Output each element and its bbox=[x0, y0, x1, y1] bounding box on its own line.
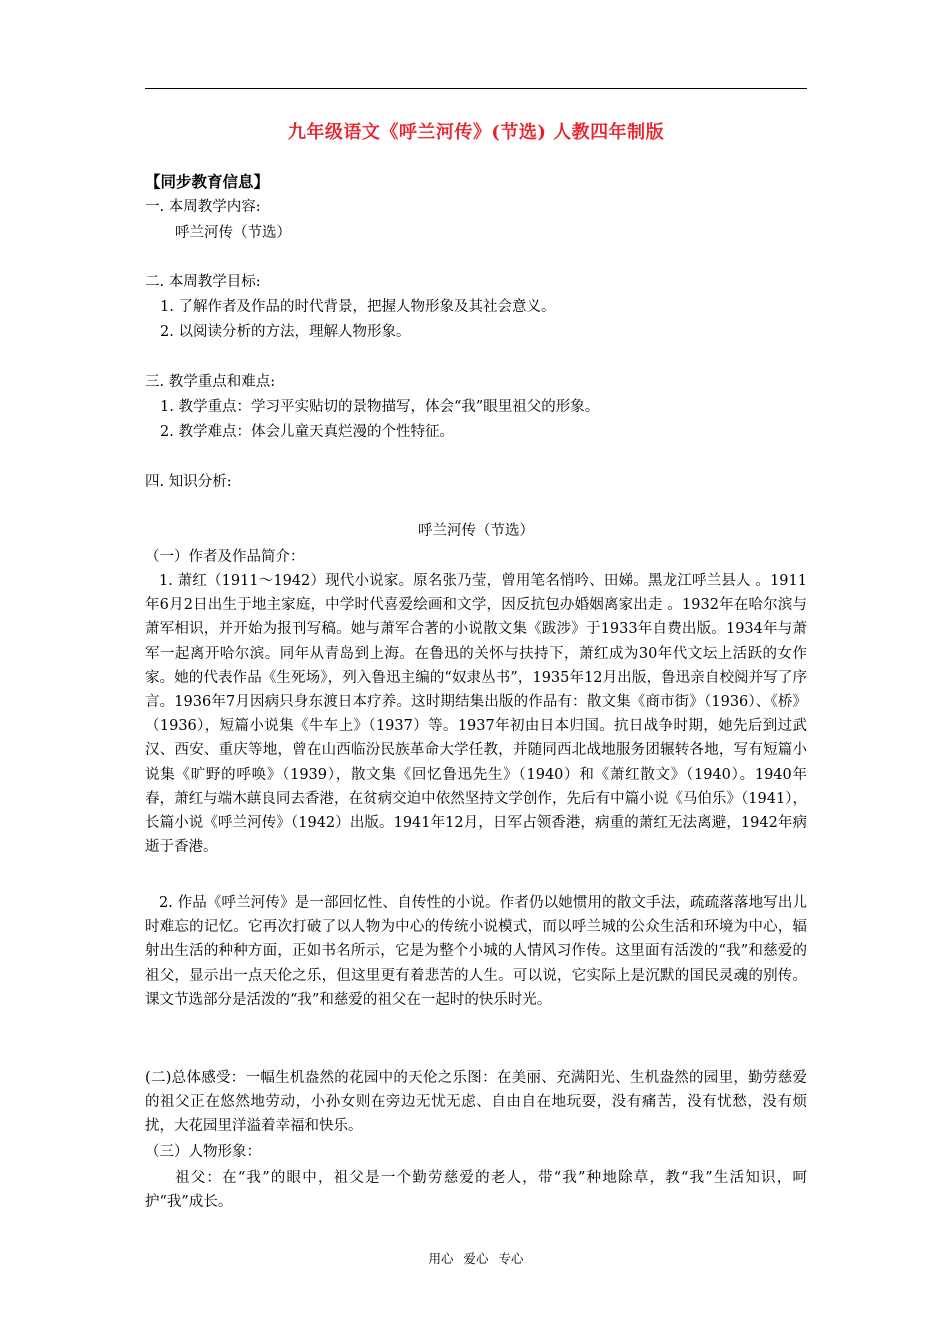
grandpa-paragraph bbox=[145, 1166, 807, 1214]
author-paragraph bbox=[145, 569, 807, 859]
work-text: 2. 作品《呼兰河传》是一部回忆性、自传性的小说。作者仍以她惯用的散文手法，疏疏落落地写出儿时难忘的记忆。它再次打破了以人物为中心的传统小说模式，而以呼兰城的公众生活和环境为中心，辐射出生活的种种方面，正如书名所示，它是为整个小城的人情风习作传。这里面有活泼的“我”和慈爱的祖父，显示出一点天伦之乐，但这里更有着悲苦的人生。可以说，它实际上是沉默的国民灵魂的别传。课文节选部分是活泼的“我”和慈爱的祖父在一起时的快乐时光。 bbox=[145, 895, 807, 1008]
subsection-1-heading: （一）作者及作品简介： bbox=[145, 549, 305, 565]
overall-text: (二)总体感受：一幅生机盎然的花园中的天伦之乐图：在美丽、充满阳光、生机盎然的园里，勤劳慈爱的祖父正在悠然地劳动，小孙女则在旁边无忧无虑、自由自在地玩耍，没有痛苦，没有忧愁，没有烦扰，大花园里洋溢着幸福和快乐。 bbox=[145, 1070, 807, 1135]
section-3-item-1: 1. 教学重点：学习平实贴切的景物描写，体会“我”眼里祖父的形象。 bbox=[160, 399, 600, 415]
section-2-item-1: 1. 了解作者及作品的时代背景，把握人物形象及其社会意义。 bbox=[160, 299, 556, 315]
section-2-heading: 二. 本周教学目标: bbox=[145, 274, 261, 290]
section-4-subtitle: 呼兰河传（节选） bbox=[418, 523, 534, 539]
section-1-heading: 一. 本周教学内容: bbox=[145, 199, 261, 215]
grandpa-text: 祖父：在“我”的眼中，祖父是一个勤劳慈爱的老人，带“我”种地除草，教“我”生活知识，呵护“我”成长。 bbox=[145, 1170, 807, 1211]
section-2-item-2: 2. 以阅读分析的方法，理解人物形象。 bbox=[160, 324, 411, 340]
section-header: 【同步教育信息】 bbox=[145, 172, 270, 191]
document-title: 九年级语文《呼兰河传》(节选) 人教四年制版 bbox=[287, 122, 665, 143]
header-rule bbox=[145, 88, 807, 89]
section-1-item: 呼兰河传（节选） bbox=[175, 225, 291, 241]
overall-paragraph bbox=[145, 1066, 807, 1139]
work-paragraph bbox=[145, 891, 807, 1012]
section-3-item-2: 2. 教学难点：体会儿童天真烂漫的个性特征。 bbox=[160, 424, 454, 440]
author-text: 1. 萧红（1911～1942）现代小说家。原名张乃莹，曾用笔名悄吟、田娣。黑龙江呼兰县人 。1911年6月2日出生于地主家庭，中学时代喜爱绘画和文学，因反抗包办婚姻离家出走 。1932年在哈尔滨与萧军相识，并开始为报刊写稿。她与萧军合著的小说散文集《跋涉》于1933年自费出版。1934年与萧军一起离开哈尔滨。同年从青岛到上海。在鲁迅的关怀与扶持下，萧红成为30年代文坛上活跃的女作家。她的代表作品《生死场》，列入鲁迅主编的“奴隶丛书”，1935年12月出版，鲁迅亲自校阅并写了序言。1936年7月因病只身东渡日本疗养。这时期结集出版的作品有：散文集《商市街》（1936）、《桥》（1936），短篇小说集《牛车上》（1937）等。1937年初由日本归国。抗日战争时期，她先后到过武汉、西安、重庆等地，曾在山西临汾民族革命大学任教，并随同西北战地服务团辗转各地，写有短篇小说集《旷野的呼唤》（1939），散文集《回忆鲁迅先生》（1940）和《萧红散文》（1940）。1940年春，萧红与端木蕻良同去香港，在贫病交迫中依然坚持文学创作，先后有中篇小说《马伯乐》（1941），长篇小说《呼兰河传》（1942）出版。1941年12月，日军占领香港，病重的萧红无法离避，1942年病逝于香港。 bbox=[145, 573, 807, 856]
section-3-heading: 三. 教学重点和难点: bbox=[145, 374, 276, 390]
section-4-heading: 四. 知识分析: bbox=[145, 474, 232, 490]
subsection-3-heading: （三）人物形象： bbox=[145, 1144, 261, 1160]
footer-motto: 用心 爱心 专心 bbox=[428, 1251, 524, 1266]
